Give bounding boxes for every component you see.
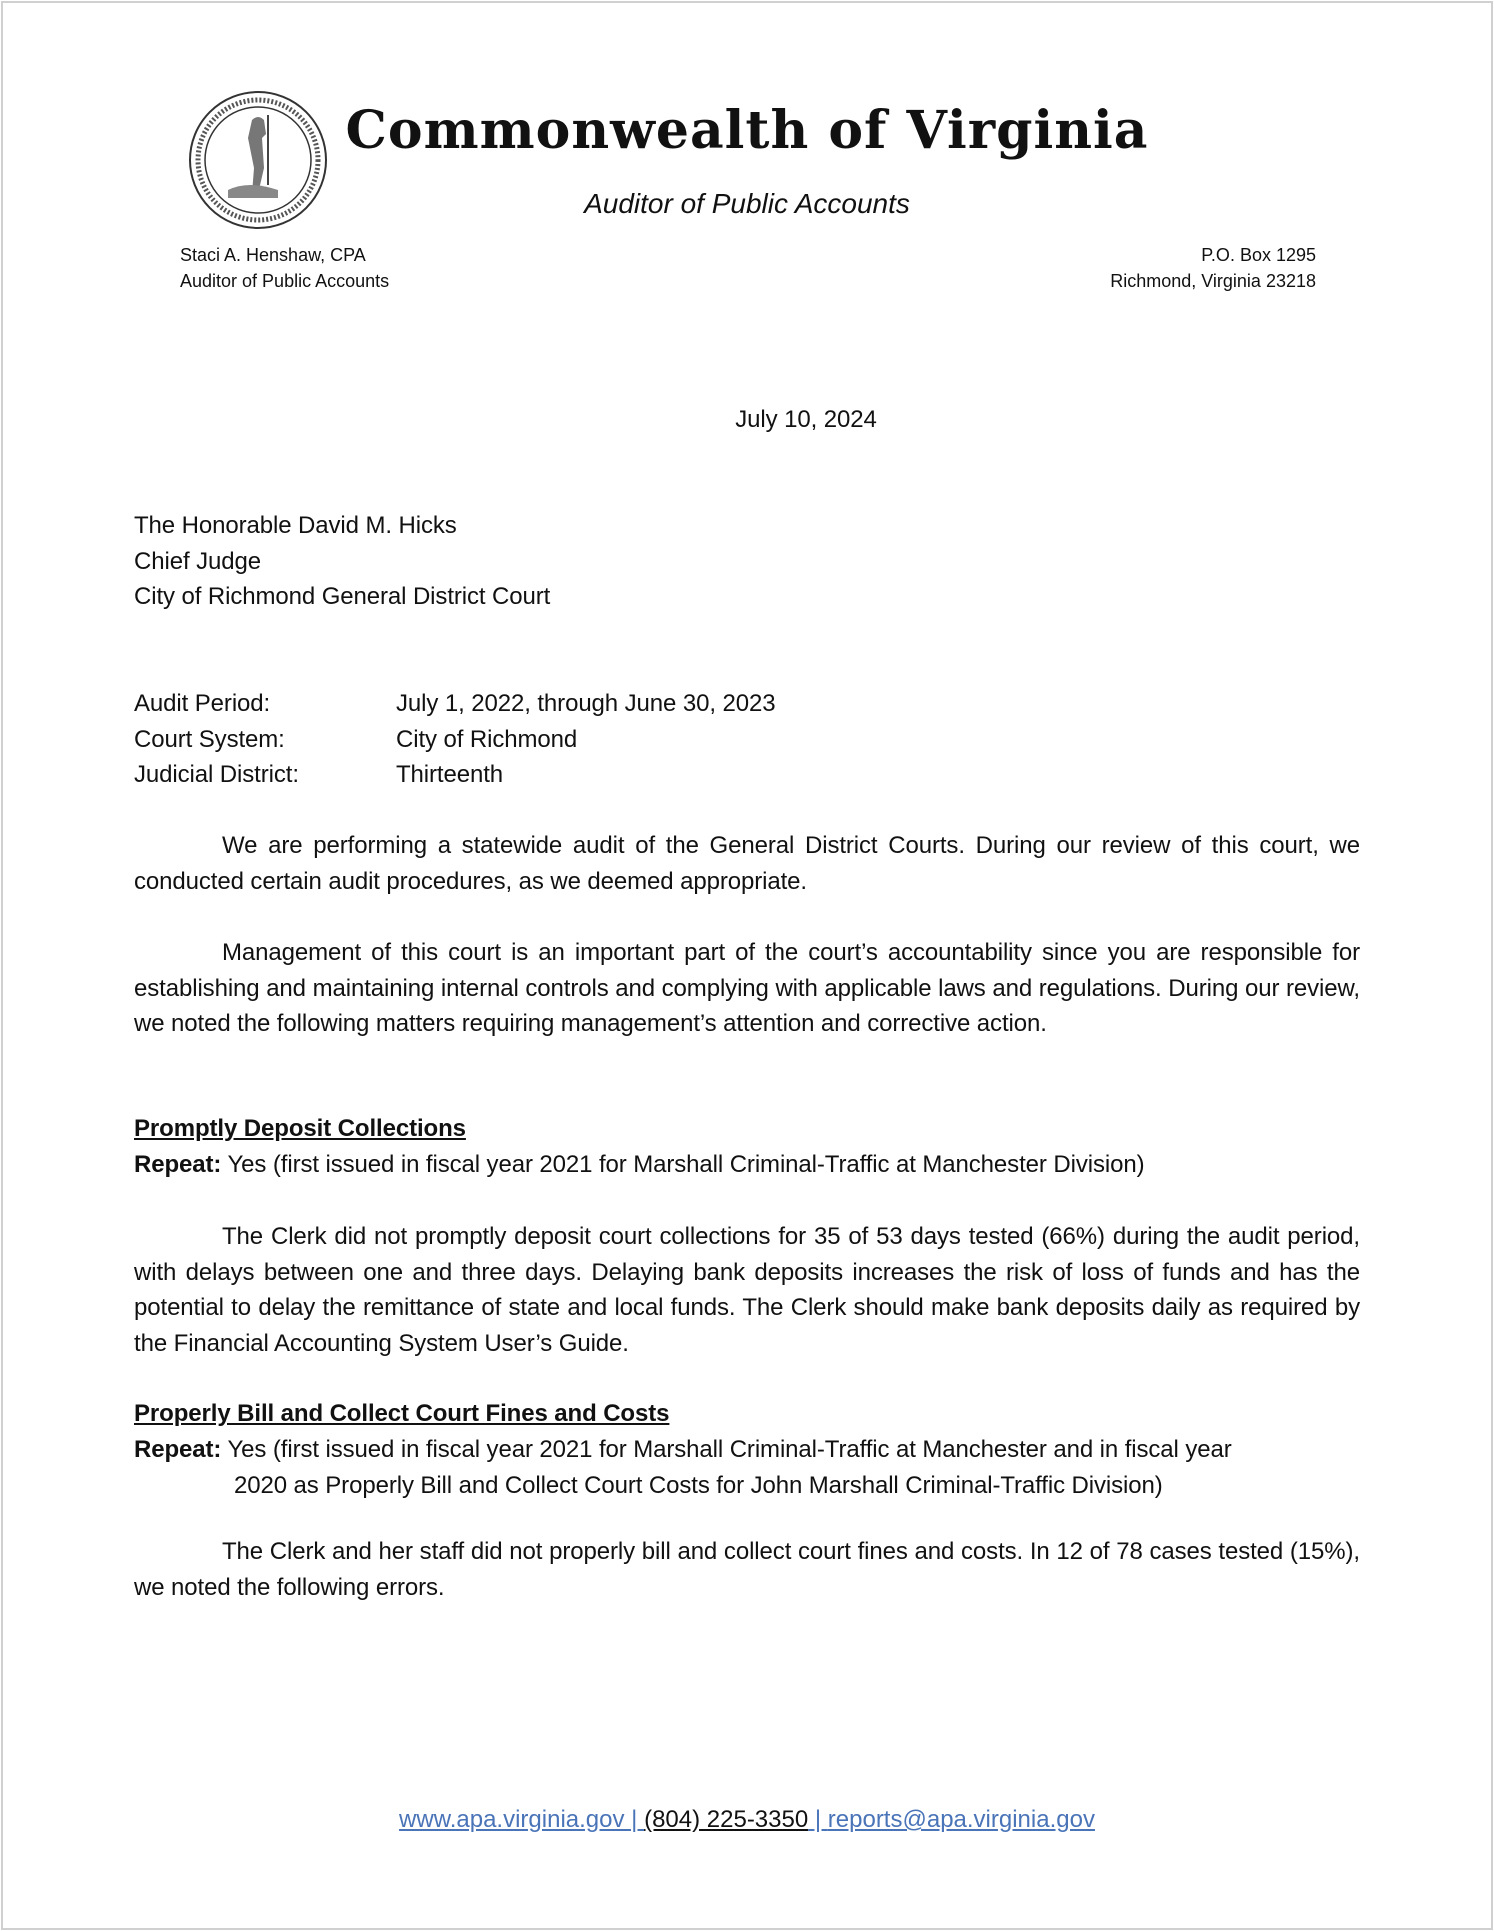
- paragraph-text: The Clerk did not promptly deposit court collections for 35 of 53 days tested (66%) during the audit period, with delays between one and three days. Delaying bank deposits increases the risk of loss of funds and has the potential to delay the remittance of state and local funds. The Clerk should make bank deposits daily as required by the Financial Accounting System User’s Guide.: [134, 1223, 1360, 1358]
- separator: |: [624, 1806, 645, 1833]
- email-link[interactable]: reports@apa.virginia.gov: [827, 1806, 1095, 1833]
- management-paragraph: [134, 935, 1360, 1042]
- phone-number: (804) 225-3350: [644, 1806, 809, 1833]
- finding-body: [134, 1219, 1360, 1362]
- audit-meta: [134, 686, 775, 793]
- repeat-label: Repeat:: [134, 1151, 222, 1178]
- repeat-label: Repeat:: [134, 1436, 222, 1463]
- meta-value: Thirteenth: [396, 761, 504, 789]
- footer-contact: [0, 1806, 1494, 1834]
- mailing-address-block: [1110, 242, 1316, 294]
- finding-repeat: [134, 1147, 1360, 1183]
- finding-body: [134, 1534, 1360, 1605]
- paragraph-text: The Clerk and her staff did not properly bill and collect court fines and costs. In 12 of 78 cases tested (15%), we noted the following errors.: [134, 1538, 1360, 1601]
- finding-heading: Promptly Deposit Collections: [134, 1115, 466, 1142]
- letterhead-subtitle: Auditor of Public Accounts: [584, 188, 910, 219]
- auditor-title: Auditor of Public Accounts: [180, 271, 390, 291]
- intro-paragraph: [134, 828, 1360, 899]
- repeat-text: Yes (first issued in fiscal year 2021 for Marshall Criminal-Traffic at Manchester Division): [227, 1151, 1145, 1178]
- paragraph-text: We are performing a statewide audit of the General District Courts. During our review of this court, we conducted certain audit procedures, as we deemed appropriate.: [134, 832, 1360, 895]
- separator: |: [808, 1806, 828, 1833]
- po-box: P.O. Box 1295: [1201, 245, 1316, 265]
- addressee-name: The Honorable David M. Hicks: [134, 512, 457, 539]
- finding-repeat: [134, 1432, 1360, 1503]
- addressee-court: City of Richmond General District Court: [134, 583, 551, 611]
- auditor-name-block: [180, 242, 389, 294]
- meta-value: City of Richmond: [396, 725, 578, 753]
- meta-label: Court System:: [134, 725, 285, 753]
- repeat-text: Yes (first issued in fiscal year 2021 for Marshall Criminal-Traffic at Manchester and in fiscal year: [227, 1436, 1232, 1463]
- paragraph-text: Management of this court is an important part of the court’s accountability since you are responsible for establishing and maintaining internal controls and complying with applicable laws and regulations. During our review, we noted the following matters requiring management’s attention and corrective action.: [134, 939, 1360, 1038]
- finding-heading: Properly Bill and Collect Court Fines and Costs: [134, 1400, 670, 1427]
- addressee-title: Chief Judge: [134, 547, 261, 575]
- meta-value: July 1, 2022, through June 30, 2023: [396, 690, 776, 717]
- addressee-block: [134, 508, 550, 615]
- meta-label: Audit Period:: [134, 690, 271, 717]
- letterhead-title: Commonwealth of Virginia: [345, 100, 1149, 161]
- website-link[interactable]: www.apa.virginia.gov: [399, 1806, 625, 1833]
- letter-date: July 10, 2024: [735, 406, 877, 433]
- meta-label: Judicial District:: [134, 761, 299, 789]
- repeat-text-continued: 2020 as Properly Bill and Collect Court Costs for John Marshall Criminal-Traffic Division): [234, 1471, 1163, 1499]
- auditor-name: Staci A. Henshaw, CPA: [180, 245, 366, 265]
- city-state-zip: Richmond, Virginia 23218: [1110, 271, 1316, 291]
